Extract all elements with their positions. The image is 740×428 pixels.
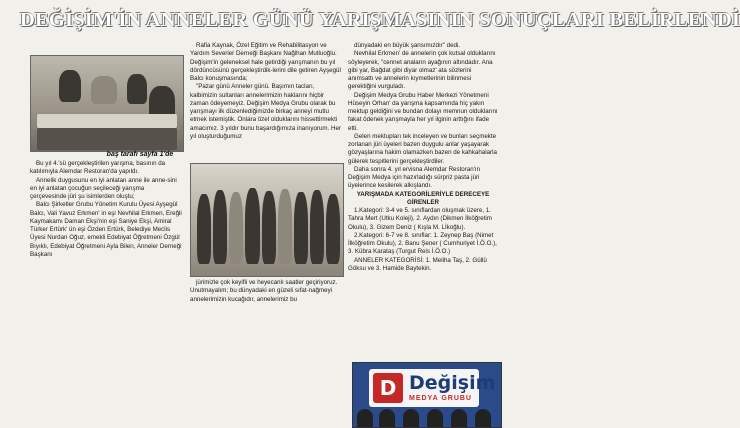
logo-text: Değişim	[409, 372, 496, 394]
result-item: ANNELER KATEGORİSİ: 1. Meliha Taş, 2. Güllü Göksu ve 3. Hamide Baytekin.	[348, 256, 487, 272]
result-item: 2.Kategori: 6-7 ve 8. sınıflar: 1. Zeynep Baş (Nimet İlköğretim Okulu), 2. Banu Şener ( Cumhuriyet İ.Ö.O.), 3. Kübra Karataş (Turgut Reis İ.Ö.O.)	[348, 231, 497, 256]
paragraph: Rafia Kaynak, Özel Eğitim ve Rehabilitasyon ve Yardım Severler Derneği Başkanı Nağihan Mutluoğlu. Değişim'in geleneksel hale getirdiği yarışmanın bu yıl dördüncüsünü gerçekleştirdik-lerini dile getiren Ayşegül Balcı konuşmasında;	[190, 42, 341, 82]
paragraph: Gelen mektupları tek inceleyen ve bunları seçmekte zorlanan jüri üyeleri bazen duygulu anlar yaşayarak gözyaşlarına hakim olamazken bazen de kahkahalarla gülerek tespitlerini gerçekleştirdiler.	[348, 132, 497, 165]
column-1	[30, 160, 182, 426]
paragraph: Balcı Şirketler Grubu Yönetim Kurulu Üyesi Ayşegül Balcı, Vali Yavuz Erkmen' in eşi Nevhilal Erkmen, Ereğli Kaymakamı Daman Ekşi'nin eşi Saniye Ekşi, Amiral Türker Ertürk' ün eşi Özden Ertürk, Belediye Meclis Üyesi Nurdan Oğuz, emekli Edebiyat Öğretmeni Özgül Bıyıklı, Edebiyat Öğretmeni Ayla Bilen, Anneler Derneği Başkanı	[30, 201, 182, 258]
column-3	[348, 42, 498, 360]
paragraph: Daha sonra 4. yıl ervisna Alemdar Restoran'ın Değişim Medya için hazırladığı sürpriz pasta jüri üyelerince kesilerek alkışlandı.	[348, 165, 481, 190]
results-heading: YARIŞMADA KATEGORİLERİYLE DERECEYE GİRENLER	[356, 190, 490, 206]
paragraph: Nevhilal Erkmen' de annelerin çok kutsal olduklarını söyleyerek, "cennet anaların ayağının altındadır. Ana gibi yar, Bağdat gibi diyar olmaz' ata sözlerini anımsattı ve annelerin kıymetlerinin bilinmesi gerektiğini vurguladı.	[348, 50, 496, 91]
logo-subtext: MEDYA GRUBU	[409, 395, 472, 402]
column-2	[190, 42, 342, 160]
headline: DEĞİŞİM'İN ANNELER GÜNÜ YARIŞMASININ SONUÇLARI BELİRLENDİ	[20, 9, 740, 31]
paragraph: Değişim Medya Grubu Haber Merkezi Yönetmeni Hüseyin Orhan' da yarışma kapsamında hiç yakın mektup geldiğini ve bundan dolayı memnun olduklarını fakat ödenek yarışmayla her yıl ilginin arttığını ifade etti.	[348, 91, 498, 132]
paragraph: dünyadaki en büyük şansımızdır" dedi.	[354, 42, 461, 49]
result-item: 1.Kategori: 3-4 ve 5. sınıflardan oluşmak üzere, 1. Tahra Mert (Utku Koleji), 2. Aydın (Dikmen İlköğretim Okulu), 3. Gizem Deniz ( Kışla M. Lİkoğlu).	[348, 207, 492, 231]
paragraph: "Pazar günü Anneler günü. Başımın tacları, kalbimizin sultanları annelerimizin haklarını hiçbir zaman ödeyemeyiz. Değişim Medya Grubu olarak bu yarışmayı ilk düzenlediğimizde birkaç anneyi mutlu etmek istemiştik. Onlara özel olduklarını hissettirmekti amacımız. 3 yıldır bunu başardığımıza inanıyorum. Her yıl oluşturduğumuz	[190, 83, 341, 140]
audience	[353, 407, 501, 427]
paragraph: Bu yıl 4.'sü gerçekleştirilen yarışma, basının da katılımıyla Alemdar Restoran'da yapıldı.	[30, 160, 166, 176]
column-2b	[190, 279, 342, 319]
group-photo	[190, 163, 344, 277]
photo-caption: baş tarafı sayfa 1'de	[106, 151, 174, 158]
logo-photo	[352, 362, 502, 428]
jury-photo	[30, 55, 184, 152]
paragraph: jürimizle çok keyifli ve heyecanlı saatler geçiriyoruz. Unutmayalım; bu dünyadaki en güzeli sıfat-nağmeyi annelerimizin kucağıdır, annelerimiz bu	[190, 279, 338, 303]
paragraph: Annelik duygusunu en iyi anlatan anne ile anne-sini en iyi anlatan çocuğun seçileceği yarışma çerçevesinde jüri şu isimlerden oluştu;	[30, 176, 177, 200]
logo-banner	[369, 369, 496, 407]
logo-mark-icon: D	[373, 373, 403, 403]
